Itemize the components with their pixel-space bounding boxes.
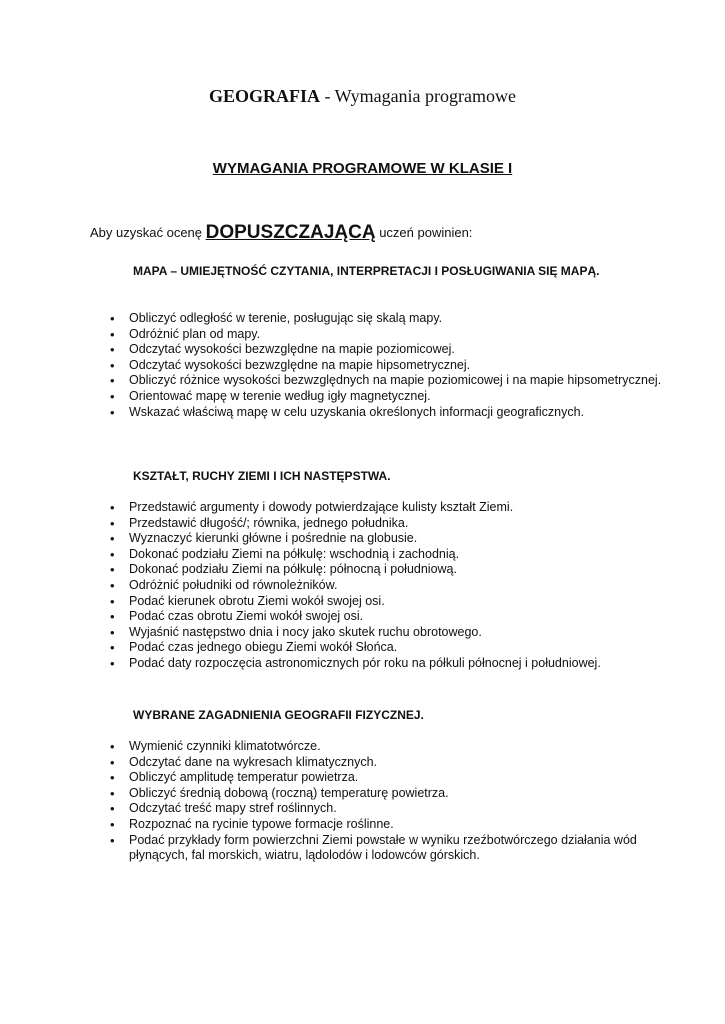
section-list-earth-shape	[110, 500, 670, 672]
list-item: • Dokonać podziału Ziemi na półkulę: północną i południową.	[110, 562, 670, 578]
list-item: • Wyjaśnić następstwo dnia i nocy jako skutek ruchu obrotowego.	[110, 625, 670, 641]
list-item: • Rozpoznać na rycinie typowe formacje roślinne.	[110, 817, 670, 833]
list-item: • Odczytać treść mapy stref roślinnych.	[110, 801, 670, 817]
list-item: • Wyznaczyć kierunki główne i pośrednie na globusie.	[110, 531, 670, 547]
list-item: • Podać czas obrotu Ziemi wokół swojej osi.	[110, 609, 670, 625]
section-title-earth-shape: KSZTAŁT, RUCHY ZIEMI I ICH NASTĘPSTWA.	[133, 469, 391, 483]
grade-intro	[90, 222, 690, 244]
class-heading: WYMAGANIA PROGRAMOWE W KLASIE I	[212, 160, 513, 177]
grade-intro-suffix: uczeń powinien:	[375, 225, 473, 240]
list-item: • Przedstawić długość/; równika, jednego południka.	[110, 516, 670, 532]
section-list-physical-geography	[110, 739, 670, 864]
grade-label: DOPUSZCZAJĄCĄ	[205, 222, 376, 243]
section-title-physical-geography: WYBRANE ZAGADNIENIA GEOGRAFII FIZYCZNEJ.	[133, 708, 424, 722]
list-item: • Odróżnić południki od równoleżników.	[110, 578, 670, 594]
list-item: • Podać przykłady form powierzchni Ziemi powstałe w wyniku rzeźbotwórczego działania wód płynących, fal morskich, wiatru, lądolodów i lodowców górskich.	[110, 833, 670, 864]
list-item: • Wskazać właściwą mapę w celu uzyskania określonych informacji geograficznych.	[110, 405, 670, 421]
list-item: • Odczytać wysokości bezwzględne na mapie hipsometrycznej.	[110, 358, 670, 374]
list-item: • Obliczyć różnice wysokości bezwzględnych na mapie poziomicowej i na mapie hipsometrycznej.	[110, 373, 670, 389]
list-item: • Podać kierunek obrotu Ziemi wokół swojej osi.	[110, 594, 670, 610]
grade-intro-prefix: Aby uzyskać ocenę	[90, 225, 206, 240]
list-item: • Przedstawić argumenty i dowody potwierdzające kulisty kształt Ziemi.	[110, 500, 670, 516]
list-item: • Wymienić czynniki klimatotwórcze.	[110, 739, 670, 755]
page-title-rest: - Wymagania programowe	[320, 86, 517, 106]
list-item: • Podać czas jednego obiegu Ziemi wokół Słońca.	[110, 640, 670, 656]
section-list-map	[110, 311, 670, 420]
list-item: • Odróżnić plan od mapy.	[110, 327, 670, 343]
list-item: • Obliczyć amplitudę temperatur powietrza.	[110, 770, 670, 786]
list-item: • Odczytać dane na wykresach klimatycznych.	[110, 755, 670, 771]
list-item: • Obliczyć odległość w terenie, posługując się skalą mapy.	[110, 311, 670, 327]
list-item: • Odczytać wysokości bezwzględne na mapie poziomicowej.	[110, 342, 670, 358]
list-item: • Obliczyć średnią dobową (roczną) temperaturę powietrza.	[110, 786, 670, 802]
page-title-bold: GEOGRAFIA	[208, 86, 320, 106]
list-item: • Orientować mapę w terenie według igły magnetycznej.	[110, 389, 670, 405]
section-title-map: MAPA – UMIEJĘTNOŚĆ CZYTANIA, INTERPRETACJI I POSŁUGIWANIA SIĘ MAPĄ.	[133, 264, 600, 278]
page-title	[0, 86, 725, 107]
list-item: • Podać daty rozpoczęcia astronomicznych pór roku na półkuli północnej i południowej.	[110, 656, 670, 672]
list-item: • Dokonać podziału Ziemi na półkulę: wschodnią i zachodnią.	[110, 547, 670, 563]
